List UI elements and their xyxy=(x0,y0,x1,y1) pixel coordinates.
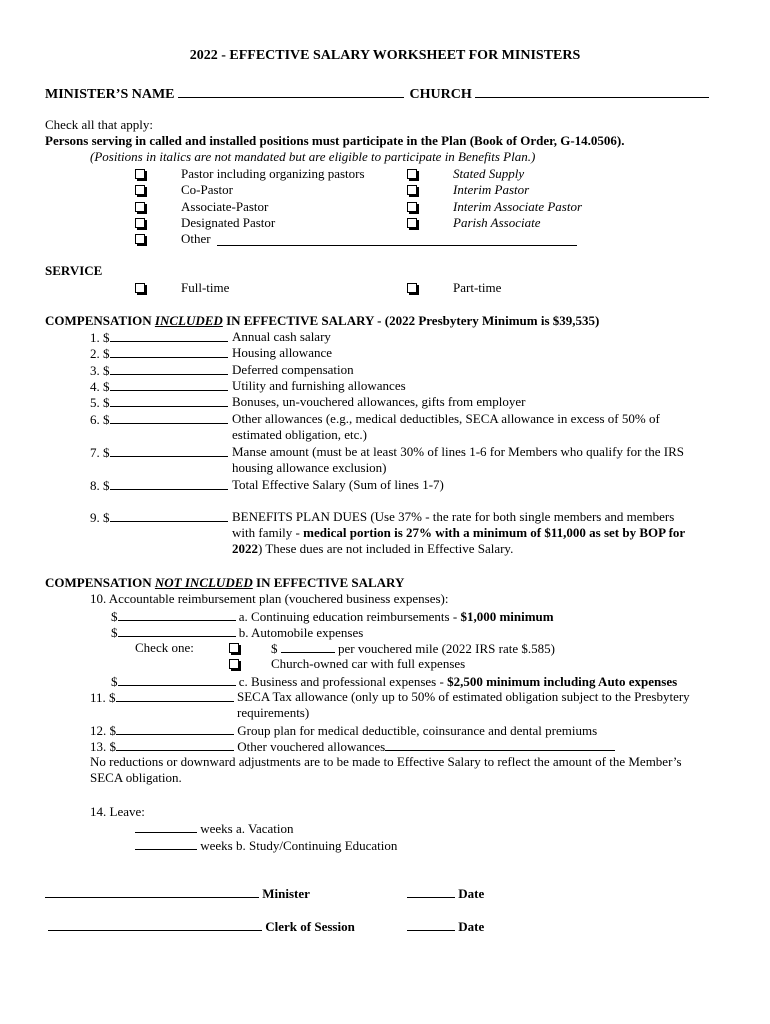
position-label: Interim Pastor xyxy=(453,182,530,197)
comp-line-text xyxy=(232,411,660,443)
checkbox-icon[interactable] xyxy=(135,234,145,244)
line-description: Bonuses, un-vouchered allowances, gifts from employer xyxy=(232,394,526,409)
line-description-cont: housing allowance exclusion) xyxy=(232,460,387,475)
church-label: CHURCH xyxy=(409,87,472,102)
line-number: 3. $ xyxy=(90,363,110,378)
reimb-a-row: $ a. Continuing education reimbursements - $1,000 minimum xyxy=(111,609,554,624)
mile-rate-field[interactable] xyxy=(281,640,335,653)
checkbox-icon[interactable] xyxy=(135,218,145,228)
amount-field[interactable] xyxy=(110,378,228,391)
position-interim-pastor[interactable] xyxy=(407,182,530,198)
position-label: Parish Associate xyxy=(453,215,541,230)
line-number: 8. $ xyxy=(90,478,110,493)
seca-text: SECA Tax allowance (only up to 50% of estimated obligation subject to the Presbytery requirements) xyxy=(237,689,690,720)
clerk-date-row: Date xyxy=(407,918,484,935)
position-label: Co-Pastor xyxy=(181,182,233,197)
clerk-signature-field[interactable] xyxy=(48,918,262,931)
checkbox-icon[interactable] xyxy=(135,283,145,293)
comp-line-text xyxy=(232,394,526,410)
other-position-field[interactable] xyxy=(217,233,577,246)
accountable-plan-label: 10. Accountable reimbursement plan (vouchered business expenses): xyxy=(90,591,449,606)
minister-name-field[interactable] xyxy=(178,85,404,98)
position-label: Other xyxy=(181,231,211,246)
per-mile-option[interactable]: $ per vouchered mile (2022 IRS rate $.585) xyxy=(229,640,239,656)
comp-line-text xyxy=(232,345,332,361)
amount-field[interactable] xyxy=(118,624,236,637)
checkbox-icon[interactable] xyxy=(135,185,145,195)
italic-note: (Positions in italics are not mandated but are eligible to participate in Benefits Plan.) xyxy=(90,149,536,164)
line-number: 6. $ xyxy=(90,412,110,427)
amount-field[interactable] xyxy=(118,608,236,621)
line-description-cont: estimated obligation, etc.) xyxy=(232,427,368,442)
position-designated-pastor[interactable] xyxy=(135,215,276,231)
seca-note: No reductions or downward adjustments are to be made to Effective Salary to reflect the amount of the Member’s SECA obligation. xyxy=(90,754,682,785)
comp-line xyxy=(90,345,228,362)
line-number: 7. $ xyxy=(90,445,110,460)
amount-field[interactable] xyxy=(110,329,228,342)
checkbox-icon[interactable] xyxy=(407,283,417,293)
study-row: weeks b. Study/Continuing Education xyxy=(135,837,397,854)
amount-field[interactable] xyxy=(110,345,228,358)
reimb-c-row: $ c. Business and professional expenses - $2,500 minimum including Auto expenses xyxy=(111,674,678,689)
position-label: Stated Supply xyxy=(453,166,525,181)
service-full-time[interactable] xyxy=(135,280,230,296)
full-time-label: Full-time xyxy=(181,280,230,295)
checkbox-icon[interactable] xyxy=(135,202,145,212)
vacation-row: weeks a. Vacation xyxy=(135,820,294,837)
comp-line xyxy=(90,477,228,494)
line-description: Housing allowance xyxy=(232,345,333,360)
line-number: 9. $ xyxy=(90,510,110,525)
line-description: Manse amount (must be at least 30% of lines 1-6 for Members who qualify for the IRS xyxy=(232,444,685,459)
weeks-field[interactable] xyxy=(135,820,197,833)
other-vouchered-field[interactable] xyxy=(385,738,615,751)
minister-name-label: MINISTER’S NAME xyxy=(45,87,175,102)
check-all-instruction: Check all that apply: xyxy=(45,117,153,132)
position-label: Designated Pastor xyxy=(181,215,276,230)
comp-line xyxy=(90,329,228,346)
amount-field[interactable] xyxy=(110,444,228,457)
position-interim-associate[interactable] xyxy=(407,199,583,215)
amount-field[interactable] xyxy=(116,722,234,735)
checkbox-icon[interactable] xyxy=(407,185,417,195)
line-number: 5. $ xyxy=(90,395,110,410)
church-car-option[interactable]: Church-owned car with full expenses xyxy=(229,656,239,672)
line-description: Annual cash salary xyxy=(232,329,331,344)
line-number: 4. $ xyxy=(90,379,110,394)
line-description: Utility and furnishing allowances xyxy=(232,378,406,393)
line-description: Other allowances (e.g., medical deductibles, SECA allowance in excess of 50% of xyxy=(232,411,660,426)
comp-line xyxy=(90,378,228,395)
amount-field[interactable] xyxy=(110,477,228,490)
minister-signature-row: Minister xyxy=(45,885,310,902)
amount-field[interactable] xyxy=(110,362,228,375)
leave-heading: 14. Leave: xyxy=(90,804,145,819)
checkbox-icon[interactable] xyxy=(229,643,239,653)
minister-name-row xyxy=(45,85,709,103)
service-heading: SERVICE xyxy=(45,263,103,278)
comp-not-included-heading: COMPENSATION NOT INCLUDED IN EFFECTIVE SALARY xyxy=(45,575,405,590)
checkbox-icon[interactable] xyxy=(135,169,145,179)
comp-line-text xyxy=(232,477,444,493)
comp-line xyxy=(90,394,228,411)
comp-line-text xyxy=(232,329,331,345)
minister-signature-field[interactable] xyxy=(45,885,259,898)
checkbox-icon[interactable] xyxy=(407,169,417,179)
checkbox-icon[interactable] xyxy=(407,202,417,212)
position-label: Associate-Pastor xyxy=(181,199,269,214)
comp-line-text xyxy=(232,362,354,378)
benefits-dues-row xyxy=(90,509,228,526)
checkbox-icon[interactable] xyxy=(229,659,239,669)
comp-line xyxy=(90,411,228,428)
line-number: 2. $ xyxy=(90,346,110,361)
amount-field[interactable] xyxy=(110,394,228,407)
amount-field[interactable] xyxy=(116,689,234,702)
minister-date-row: Date xyxy=(407,885,484,902)
comp-line-text xyxy=(232,444,684,476)
line-number: 1. $ xyxy=(90,330,110,345)
amount-field[interactable] xyxy=(116,738,234,751)
position-parish-associate[interactable] xyxy=(407,215,541,231)
check-one-label: Check one: xyxy=(135,640,194,655)
comp-included-heading: COMPENSATION INCLUDED IN EFFECTIVE SALARY - (2022 Presbytery Minimum is $39,535) xyxy=(45,313,600,328)
checkbox-icon[interactable] xyxy=(407,218,417,228)
plan-requirement: Persons serving in called and installed positions must participate in the Plan (Book of Order, G-14.0506). xyxy=(45,133,625,148)
position-associate-pastor[interactable] xyxy=(135,199,269,215)
part-time-label: Part-time xyxy=(453,280,502,295)
line-description: Deferred compensation xyxy=(232,362,354,377)
position-stated-supply[interactable] xyxy=(407,166,525,182)
line-description: Total Effective Salary (Sum of lines 1-7) xyxy=(232,477,444,492)
amount-field[interactable] xyxy=(110,509,228,522)
amount-field[interactable] xyxy=(110,411,228,424)
comp-line xyxy=(90,444,228,461)
position-co-pastor[interactable] xyxy=(135,182,233,198)
position-label: Interim Associate Pastor xyxy=(453,199,583,214)
comp-line-text xyxy=(232,378,406,394)
reimb-b-row: $ b. Automobile expenses xyxy=(111,625,364,640)
seca-row: 11. $ xyxy=(90,689,234,706)
page-title: 2022 - EFFECTIVE SALARY WORKSHEET FOR MINISTERS xyxy=(189,48,581,63)
other-vouchered-row: 13. $ Other vouchered allowances xyxy=(90,738,615,755)
date-field[interactable] xyxy=(407,918,455,931)
comp-line xyxy=(90,362,228,379)
date-field[interactable] xyxy=(407,885,455,898)
weeks-field[interactable] xyxy=(135,837,197,850)
position-other[interactable] xyxy=(135,231,211,247)
service-part-time[interactable] xyxy=(407,280,502,296)
position-label: Pastor including organizing pastors xyxy=(181,166,365,181)
group-plan-row: 12. $ Group plan for medical deductible, coinsurance and dental premiums xyxy=(90,723,598,738)
amount-field[interactable] xyxy=(118,673,236,686)
benefits-dues-text: BENEFITS PLAN DUES (Use 37% - the rate for both single members and members with family - medical portion is 27% with a minimum of $11,000 as set by BOP for 2022) These dues are not included in Effective Salary. xyxy=(232,509,686,556)
clerk-signature-row: Clerk of Session xyxy=(48,918,355,935)
church-field[interactable] xyxy=(475,85,709,98)
position-pastor[interactable] xyxy=(135,166,365,182)
